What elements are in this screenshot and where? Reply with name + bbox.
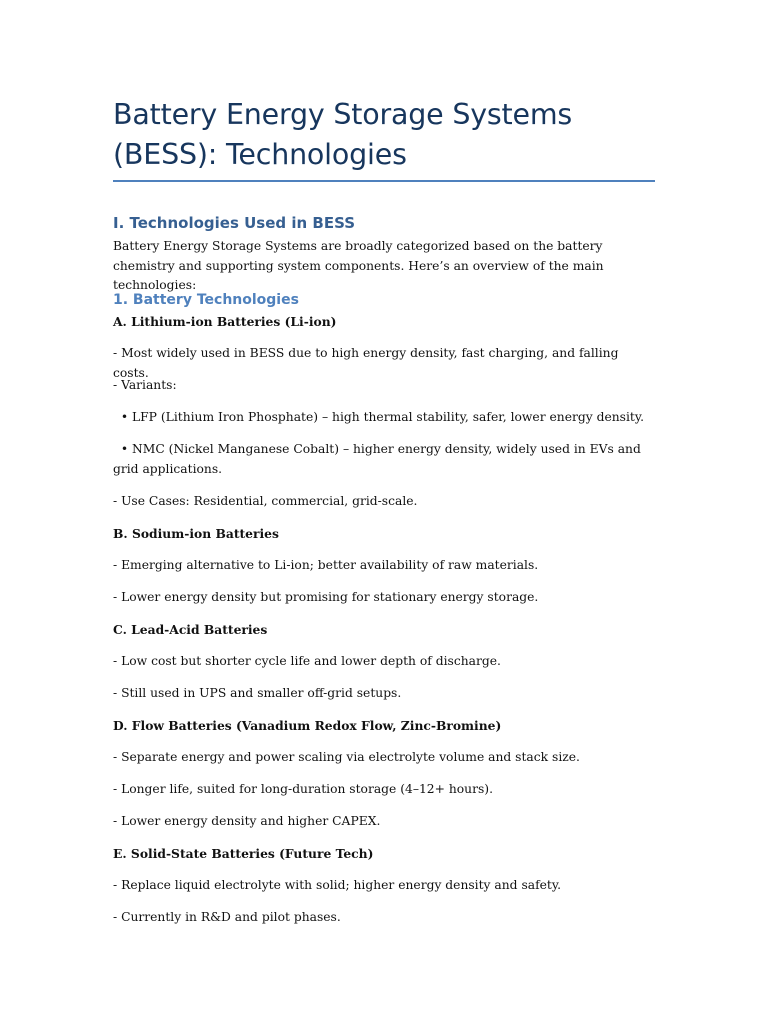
intro-paragraph: Battery Energy Storage Systems are broadly categorized based on the battery chemistry and supporting system components. Here’s an overview of the main technologies: (113, 239, 604, 292)
lithium-ion-heading: A. Lithium-ion Batteries (Li-ion) (113, 314, 337, 329)
list-item: - Separate energy and power scaling via electrolyte volume and stack size. (113, 750, 580, 764)
subsection-heading: 1. Battery Technologies (113, 292, 299, 308)
list-item: - Longer life, suited for long-duration storage (4–12+ hours). (113, 782, 493, 796)
title-underline-rule (113, 180, 655, 182)
section-heading: I. Technologies Used in BESS (113, 214, 356, 232)
list-item: - Low cost but shorter cycle life and lower depth of discharge. (113, 654, 501, 668)
list-item: - Emerging alternative to Li-ion; better availability of raw materials. (113, 558, 539, 572)
list-item: - Currently in R&D and pilot phases. (113, 910, 341, 924)
flow-batteries-heading: D. Flow Batteries (Vanadium Redox Flow, Zinc-Bromine) (113, 718, 502, 733)
list-item: - Lower energy density and higher CAPEX. (113, 814, 381, 828)
list-item: - Replace liquid electrolyte with solid; higher energy density and safety. (113, 878, 562, 892)
list-item: • LFP (Lithium Iron Phosphate) – high thermal stability, safer, lower energy density. (113, 410, 645, 424)
list-item: - Use Cases: Residential, commercial, grid-scale. (113, 494, 418, 508)
solid-state-heading: E. Solid-State Batteries (Future Tech) (113, 846, 374, 861)
list-item: - Still used in UPS and smaller off-grid setups. (113, 686, 402, 700)
list-item: - Most widely used in BESS due to high energy density, fast charging, and falling costs. (113, 346, 619, 380)
list-item: • NMC (Nickel Manganese Cobalt) – higher energy density, widely used in EVs and grid applications. (113, 442, 645, 476)
list-item: - Lower energy density but promising for stationary energy storage. (113, 590, 539, 604)
lead-acid-heading: C. Lead-Acid Batteries (113, 622, 268, 637)
document-title: Battery Energy Storage Systems (BESS): Technologies (113, 98, 573, 171)
sodium-ion-heading: B. Sodium-ion Batteries (113, 526, 279, 541)
list-item: - Variants: (113, 378, 177, 392)
